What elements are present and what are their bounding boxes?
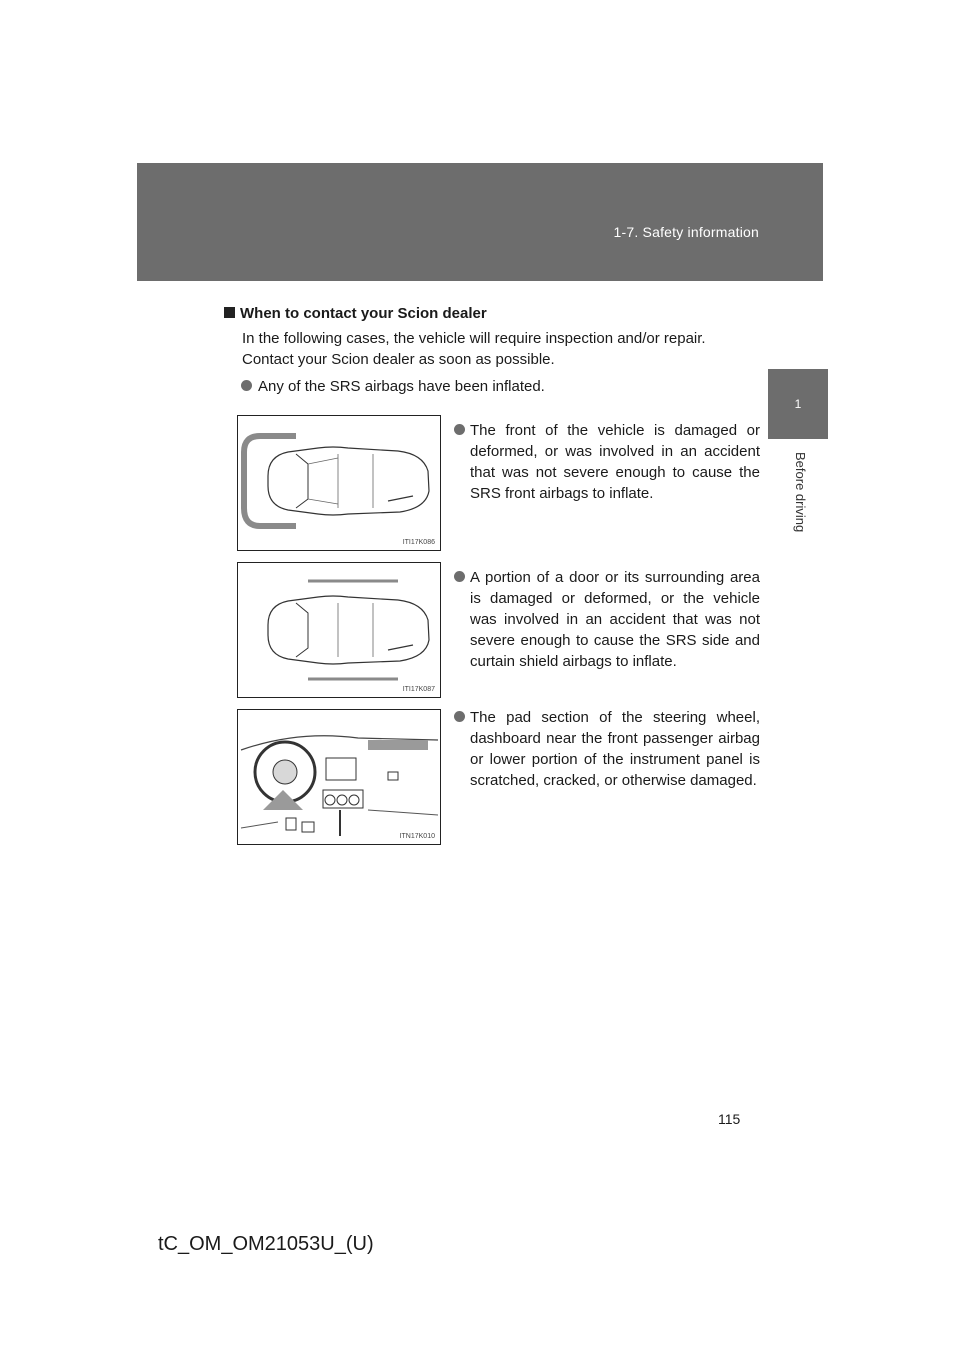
chapter-title: Before driving <box>793 452 808 533</box>
page-number: 115 <box>718 1111 741 1127</box>
item-text: The front of the vehicle is damaged or deformed, or was involved in an accident that was not severe enough to cause the SRS front airbags to inflate. <box>470 422 760 502</box>
bullet-icon <box>241 380 252 391</box>
header-band <box>137 163 823 281</box>
bullet-icon <box>454 424 465 435</box>
main-content <box>224 305 756 397</box>
item-bullet <box>454 420 760 504</box>
square-bullet-icon <box>224 307 235 318</box>
bullet-icon <box>454 571 465 582</box>
doc-code: tC_OM_OM21053U_(U) <box>158 1233 374 1255</box>
item-bullet <box>454 707 760 791</box>
chapter-tab <box>768 369 828 439</box>
item-text: The pad section of the steering wheel, dashboard near the front passenger airbag or lower portion of the instrument panel is scratched, cracked, or otherwise damaged. <box>470 709 760 789</box>
figure-code: ITN17K010 <box>399 833 435 840</box>
item-text: A portion of a door or its surrounding area is damaged or deformed, or the vehicle was involved in an accident that was not severe enough to cause the SRS side and curtain shield airbags to inflate. <box>470 569 760 670</box>
bullet-airbags <box>224 376 756 397</box>
heading <box>224 305 756 322</box>
heading-text: When to contact your Scion dealer <box>240 305 487 322</box>
figure-code: ITI17K086 <box>402 539 435 546</box>
figure-code: ITI17K087 <box>402 686 435 693</box>
dashboard-interior-icon <box>237 709 441 845</box>
car-top-view-front-icon <box>237 415 441 551</box>
bullet-text: Any of the SRS airbags have been inflated. <box>258 378 545 395</box>
chapter-number: 1 <box>794 397 802 411</box>
section-label: 1-7. Safety information <box>613 224 759 240</box>
item-bullet <box>454 567 760 672</box>
intro-paragraph: In the following cases, the vehicle will require inspection and/or repair. Contact your Scion dealer as soon as possible. <box>242 330 706 368</box>
bullet-icon <box>454 711 465 722</box>
car-top-view-side-icon <box>237 562 441 698</box>
